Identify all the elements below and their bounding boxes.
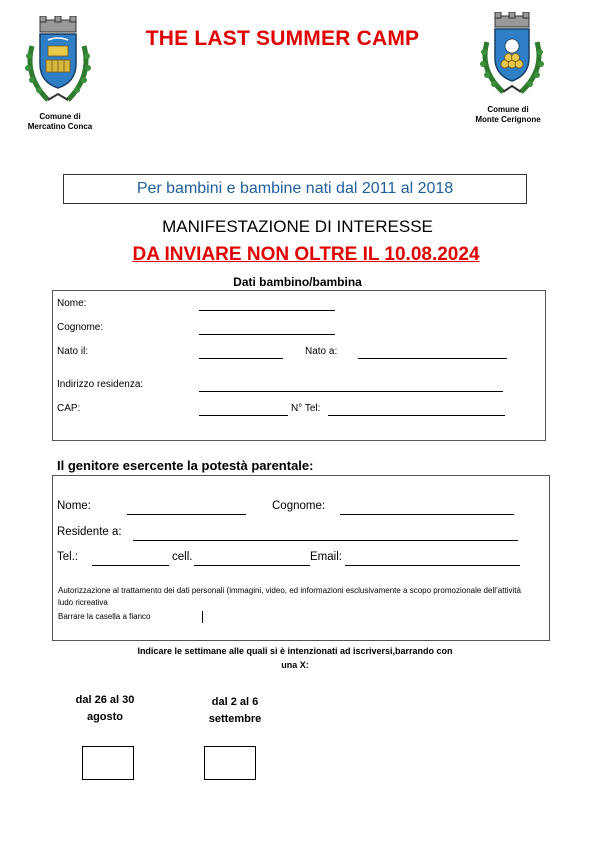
child-cognome-field[interactable] (199, 322, 335, 335)
child-nato-il-field[interactable] (199, 346, 283, 359)
week-2-label (185, 694, 285, 728)
checkbox-hint: Barrare la casella a fianco (58, 612, 151, 621)
parent-cell-field[interactable] (194, 551, 310, 566)
parent-nome-field[interactable] (127, 500, 246, 515)
child-cap-field[interactable] (199, 403, 288, 416)
page-title: THE LAST SUMMER CAMP (145, 27, 420, 50)
parent-tel-label: Tel.: (57, 551, 79, 563)
age-range-notice: Per bambini e bambine nati dal 2011 al 2018 (63, 174, 527, 204)
weeks-instructions (100, 644, 490, 672)
week-1-dates: dal 26 al 30 (75, 694, 135, 706)
parent-nome-label: Nome: (57, 500, 91, 512)
child-nome-label: Nome: (57, 298, 87, 309)
week-2-dates: dal 2 al 6 (211, 696, 259, 708)
parent-cognome-label: Cognome: (272, 500, 326, 512)
child-nato-a-field[interactable] (358, 346, 507, 359)
crest-right-caption: Comune di Monte Cerignone (475, 105, 541, 124)
weeks-instructions-line1: Indicare le settimane alle quali si è intenzionati ad iscriversi,barrando con (137, 646, 453, 656)
deadline-text: DA INVIARE NON OLTRE IL 10.08.2024 (132, 244, 480, 265)
week-2-checkbox[interactable] (204, 746, 256, 780)
child-section-title: Dati bambino/bambina (233, 275, 362, 289)
weeks-instructions-line2: una X: (281, 660, 309, 670)
child-data-box (52, 290, 546, 441)
child-nato-a-label: Nato a: (305, 346, 338, 357)
child-cap-label: CAP: (57, 403, 81, 414)
parent-cognome-field[interactable] (340, 500, 514, 515)
child-tel-label: N° Tel: (291, 403, 321, 414)
deadline-notice (0, 244, 595, 266)
parent-residente-label: Residente a: (57, 526, 122, 538)
parent-section-title: Il genitore esercente la potestà parentale: (57, 458, 314, 473)
week-1-month: agosto (86, 711, 124, 723)
parent-email-field[interactable] (345, 551, 520, 566)
privacy-consent-text: Autorizzazione al trattamento dei dati personali (immagini, video, ed informazioni esclusivamente a scopo promozionale dell’attività ludo ricreativa (58, 586, 521, 607)
privacy-consent-checkbox[interactable] (198, 611, 203, 623)
parent-residente-field[interactable] (133, 526, 518, 541)
child-indirizzo-label: Indirizzo residenza: (57, 379, 144, 390)
child-nato-il-label: Nato il: (57, 346, 89, 357)
parent-cell-label: cell. (172, 551, 193, 563)
child-cognome-label: Cognome: (57, 322, 104, 333)
monte-cerignone-crest (475, 12, 549, 96)
crest-left-caption: Comune di Mercatino Conca (27, 112, 93, 131)
parent-tel-field[interactable] (92, 551, 169, 566)
week-1-label (55, 692, 155, 726)
week-1-checkbox[interactable] (82, 746, 134, 780)
child-indirizzo-field[interactable] (199, 379, 503, 392)
form-heading: MANIFESTAZIONE DI INTERESSE (162, 217, 433, 236)
child-tel-field[interactable] (328, 403, 505, 416)
week-2-month: settembre (208, 713, 262, 725)
parent-email-label: Email: (310, 551, 342, 563)
child-nome-field[interactable] (199, 298, 335, 311)
